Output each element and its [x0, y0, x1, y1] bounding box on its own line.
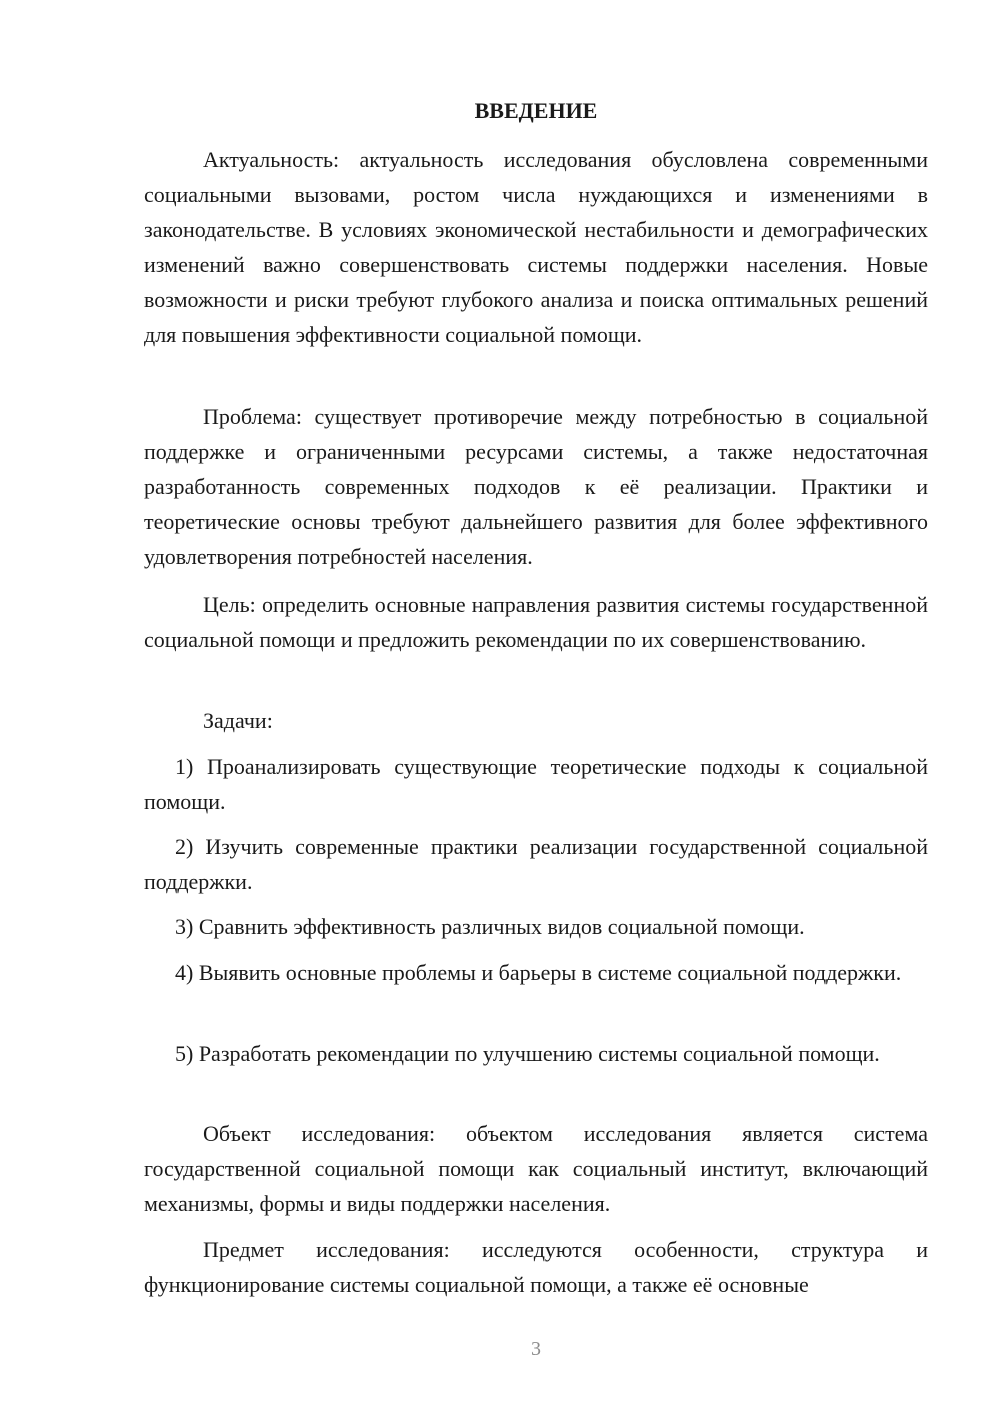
paragraph-tasks-label: Задачи:	[203, 708, 273, 733]
paragraph-object: Объект исследования: объектом исследования является система государственной социальной помощи как социальный институт, включающий механизмы, формы и виды поддержки населения.	[144, 1121, 928, 1216]
paragraph-problem: Проблема: существует противоречие между потребностью в социальной поддержке и ограниченными ресурсами системы, а также недостаточная разработанность современных подходов к её реализации. Практики и теоретические основы требуют дальнейшего развития для более эффективного удовлетворения потребностей населения.	[144, 404, 928, 569]
paragraph-subject: Предмет исследования: исследуются особенности, структура и функционирование системы социальной помощи, а также её основные	[144, 1237, 928, 1297]
page-number: 3	[531, 1338, 541, 1360]
paragraph-relevance: Актуальность: актуальность исследования обусловлена современными социальными вызовами, ростом числа нуждающихся и изменениями в законодательстве. В условиях экономической нестабильности и демографических изменений важно совершенствовать системы поддержки населения. Новые возможности и риски требуют глубокого анализа и поиска оптимальных решений для повышения эффективности социальной помощи.	[144, 147, 928, 347]
task-item-3: 3) Сравнить эффективность различных видов социальной помощи.	[175, 914, 805, 939]
paragraph-goal: Цель: определить основные направления развития системы государственной социальной помощи и предложить рекомендации по их совершенствованию.	[144, 592, 928, 652]
task-item-1: 1) Проанализировать существующие теоретические подходы к социальной помощи.	[144, 754, 928, 814]
task-item-4: 4) Выявить основные проблемы и барьеры в системе социальной поддержки.	[175, 960, 902, 985]
task-item-2: 2) Изучить современные практики реализации государственной социальной поддержки.	[144, 834, 928, 894]
section-heading: ВВЕДЕНИЕ	[474, 98, 598, 123]
task-item-5: 5) Разработать рекомендации по улучшению системы социальной помощи.	[175, 1041, 880, 1066]
